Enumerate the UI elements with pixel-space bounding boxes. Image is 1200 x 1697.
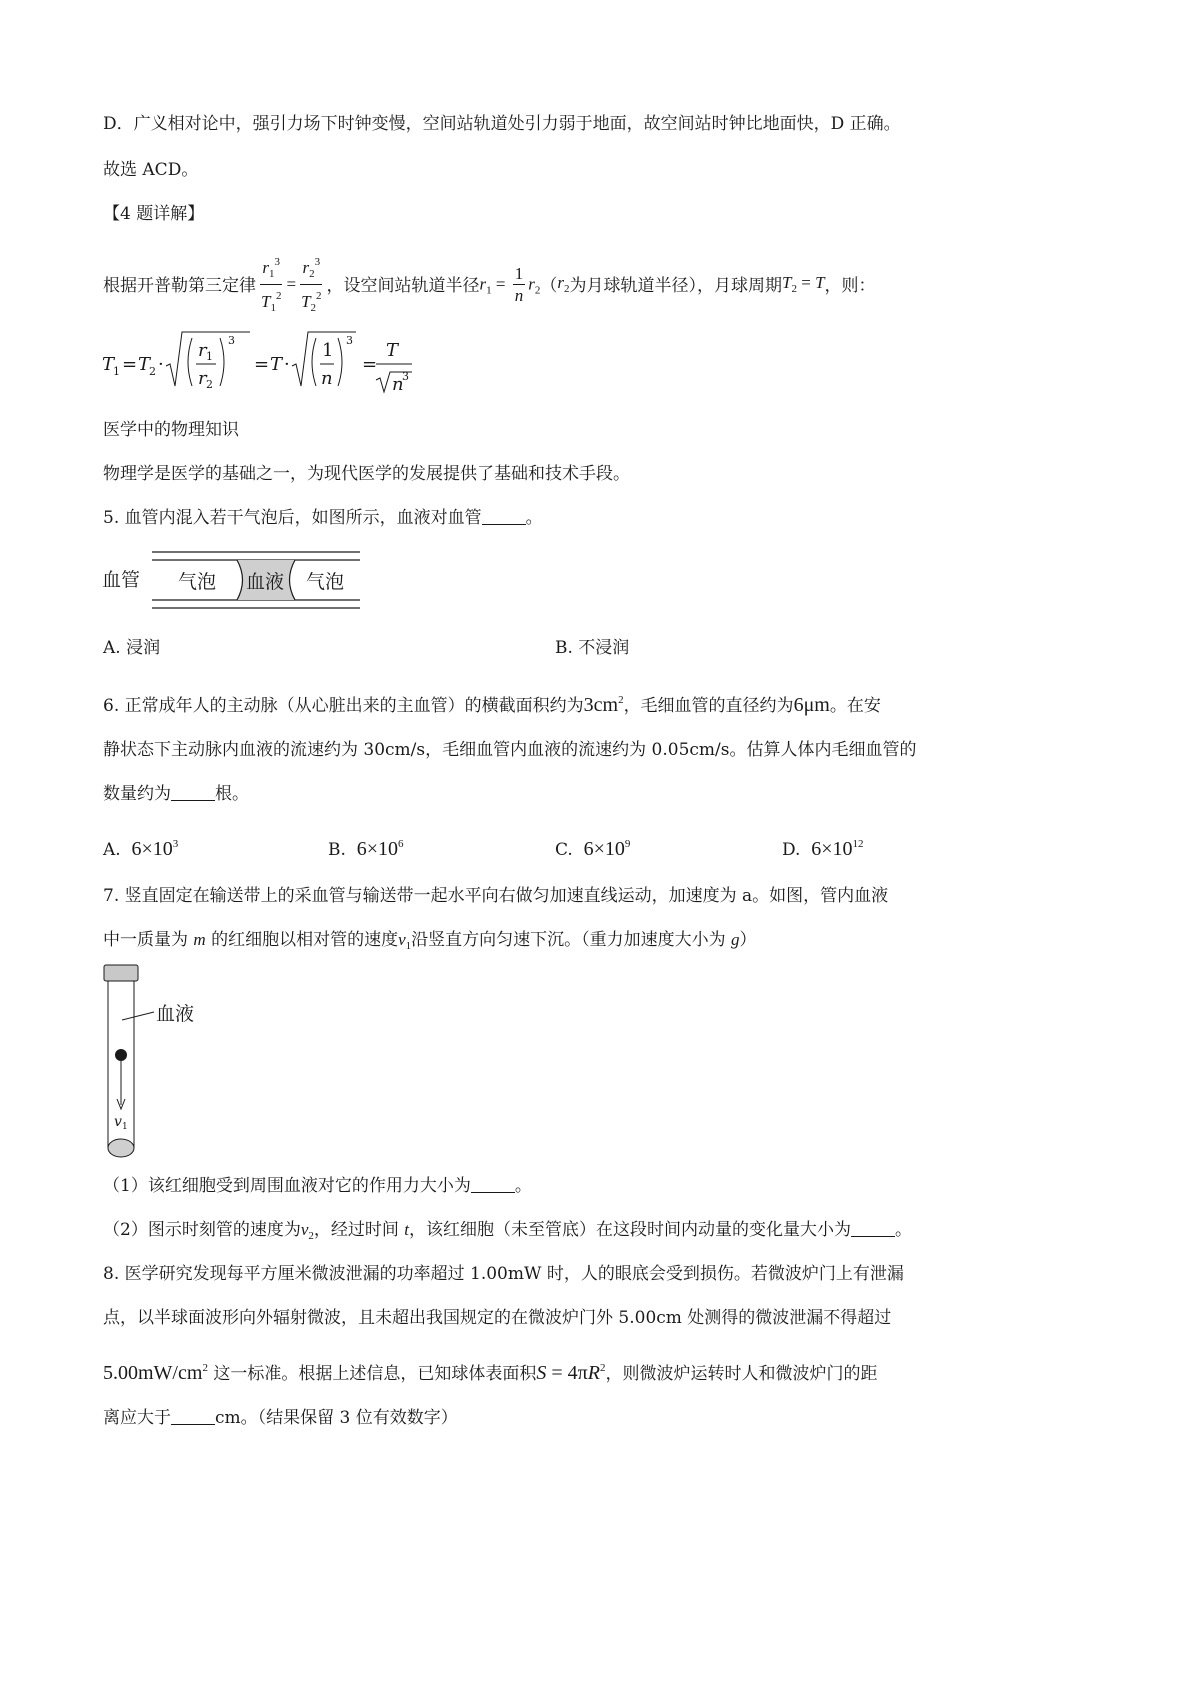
figure-label-bubble-right: 气泡 xyxy=(306,571,345,593)
blood-tube-figure xyxy=(100,962,220,1166)
q6-option-b: B. $6\times 10^6$ xyxy=(328,838,404,860)
svg-text:T: T xyxy=(102,354,115,375)
q4-text-4: 为月球轨道半径），月球周期 xyxy=(569,275,782,296)
svg-text:=: = xyxy=(254,354,270,375)
answer-blank xyxy=(482,508,526,525)
moon-period-formula: $T_2 = T$ xyxy=(782,272,825,295)
figure-label-blood: 血液 xyxy=(246,571,285,593)
q7-line-2: 中一质量为 m 的红细胞以相对管的速度$v_1$沿竖直方向匀速下沉。（重力加速度大小为 g） xyxy=(103,930,757,952)
q4-heading: 【4 题详解】 xyxy=(103,204,205,224)
svg-text:1: 1 xyxy=(122,1122,128,1132)
q7-subquestion-1: （1）该红细胞受到周围血液对它的作用力大小为 。 xyxy=(103,1176,532,1196)
answer-blank xyxy=(851,1220,895,1237)
q6-option-d: D. $6\times 10^{12}$ xyxy=(782,838,864,860)
q6-line-1: 6. 正常成年人的主动脉（从心脏出来的主血管）的横截面积约为$3cm^2$，毛细血管的直径约为6μm。在安 xyxy=(103,694,881,716)
svg-text:2: 2 xyxy=(206,378,213,391)
svg-text:1: 1 xyxy=(206,350,213,363)
q5-option-a: A. 浸润 xyxy=(103,638,161,658)
q4-kepler-line: 根据开普勒第三定律 $\frac{r_1^3}{T_1^2}$ = $\frac{r_2^3}{T_2^2}$ ，设空间站轨道半径 $r_1$ = $\frac{1}{n}$ $r_2$ （ $r_2$ 为月球轨道半径），月球周期 $T_2 = T$ ，则： xyxy=(103,252,876,319)
sphere-area-formula: $S = 4\pi R^2$ xyxy=(536,1362,606,1384)
q4-text-5: ，则： xyxy=(824,275,876,296)
tube-cap xyxy=(104,965,138,981)
svg-text:3: 3 xyxy=(228,334,235,347)
q4-text-2: ，设空间站轨道半径 xyxy=(326,275,480,296)
section-title: 医学中的物理知识 xyxy=(103,420,239,440)
period-result-formula xyxy=(100,322,420,406)
svg-text:1: 1 xyxy=(113,365,120,378)
section-intro: 物理学是医学的基础之一，为现代医学的发展提供了基础和技术手段。 xyxy=(103,464,630,484)
svg-text:1: 1 xyxy=(322,340,334,361)
answer-choice-line: 故选 ACD。 xyxy=(103,160,199,180)
answer-blank xyxy=(171,784,215,801)
leak-standard: 5.00mW/cm xyxy=(103,1362,203,1384)
q7-subquestion-2: （2）图示时刻管的速度为$v_2$，经过时间 t，该红细胞（未至管底）在这段时间内动量的变化量大小为 。 xyxy=(103,1220,913,1242)
capillary-diameter: 6μm xyxy=(793,694,830,716)
svg-text:·: · xyxy=(284,354,290,375)
q4-text-3: （ xyxy=(540,275,558,296)
red-blood-cell xyxy=(115,1049,127,1061)
tube-bottom xyxy=(108,1139,134,1157)
q6-option-c: C. $6\times 10^9$ xyxy=(555,838,631,860)
q8-line-1: 8. 医学研究发现每平方厘米微波泄漏的功率超过 1.00mW 时，人的眼底会受到损伤。若微波炉门上有泄漏 xyxy=(103,1264,904,1284)
q6-option-a: A. $6\times 10^3$ xyxy=(103,838,179,860)
orbit-radius-formula: $r_1$ = $\frac{1}{n}$ $r_2$ xyxy=(479,264,541,305)
svg-text:T: T xyxy=(386,340,399,361)
svg-text:T: T xyxy=(138,354,151,375)
svg-text:T: T xyxy=(270,354,283,375)
q8-line-2: 点，以半球面波形向外辐射微波，且未超出我国规定的在微波炉门外 5.00cm 处测得的微波泄漏不得超过 xyxy=(103,1308,892,1328)
aorta-area: 3cm xyxy=(583,694,619,716)
answer-blank xyxy=(171,1408,215,1425)
svg-text:=: = xyxy=(362,354,378,375)
d-option-explanation: D．广义相对论中，强引力场下时钟变慢，空间站轨道处引力弱于地面，故空间站时钟比地面快，D 正确。 xyxy=(103,114,901,134)
svg-text:v: v xyxy=(114,1114,122,1130)
q7-line-1: 7. 竖直固定在输送带上的采血管与输送带一起水平向右做匀加速直线运动，加速度为 a。如图，管内血液 xyxy=(103,886,889,906)
q5-option-b: B. 不浸润 xyxy=(555,638,630,658)
q8-line-4: 离应大于 cm。（结果保留 3 位有效数字） xyxy=(103,1408,458,1428)
figure-label-blood: 血液 xyxy=(156,1003,195,1025)
q5-stem: 5. 血管内混入若干气泡后，如图所示，血液对血管 。 xyxy=(103,508,543,528)
svg-text:=: = xyxy=(122,354,138,375)
answer-blank xyxy=(471,1176,515,1193)
q8-line-3: $5.00mW/cm^2$ 这一标准。根据上述信息，已知球体表面积$S = 4\pi R^2$，则微波炉运转时人和微波炉门的距 xyxy=(103,1362,878,1384)
svg-text:n: n xyxy=(321,368,333,389)
svg-text:n: n xyxy=(392,374,404,395)
svg-text:r: r xyxy=(198,340,207,361)
svg-text:2: 2 xyxy=(149,365,156,378)
svg-text:3: 3 xyxy=(402,370,409,383)
q6-line-2: 静状态下主动脉内血液的流速约为 30cm/s，毛细血管内血液的流速约为 0.05cm/s。估算人体内毛细血管的 xyxy=(103,740,917,760)
svg-text:3: 3 xyxy=(346,334,353,347)
svg-text:r: r xyxy=(198,368,207,389)
figure-label-bubble-left: 气泡 xyxy=(178,571,217,593)
q4-text-1: 根据开普勒第三定律 xyxy=(103,275,256,296)
figure-label-vessel: 血管 xyxy=(102,569,141,591)
q6-line-3: 数量约为 根。 xyxy=(103,784,249,804)
kepler-third-law-formula: $\frac{r_1^3}{T_1^2}$ = $\frac{r_2^3}{T_2^2}$ xyxy=(256,252,327,319)
blood-vessel-figure xyxy=(100,548,370,622)
svg-text:·: · xyxy=(158,354,164,375)
